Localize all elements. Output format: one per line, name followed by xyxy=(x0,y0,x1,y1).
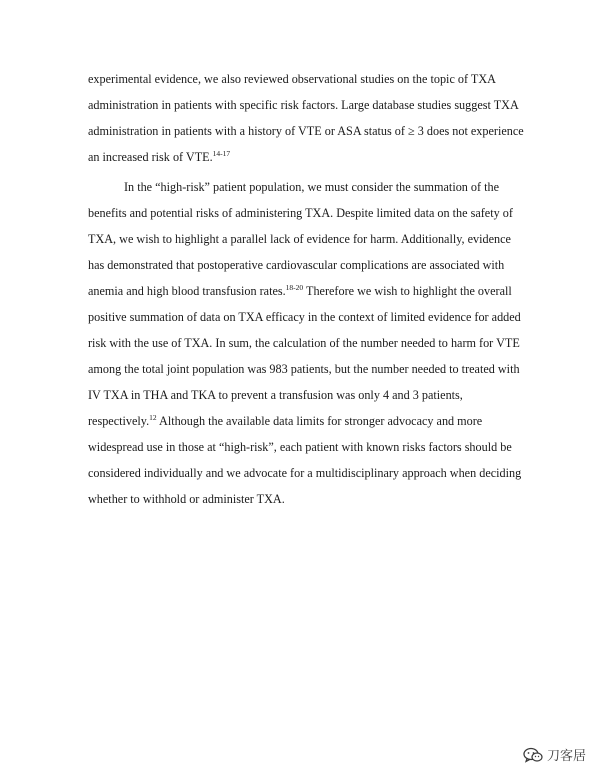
paragraph-1 xyxy=(88,66,524,170)
citation-superscript: 14-17 xyxy=(212,149,231,158)
text-line: positive summation of data on TXA efficacy in the context of limited evidence for added xyxy=(88,310,521,324)
text-line: considered individually and we advocate for a multidisciplinary approach when deciding xyxy=(88,466,522,480)
text-line: experimental evidence, we also reviewed observational studies on the topic of TXA xyxy=(88,72,496,86)
text-line: an increased risk of VTE.$^{14-17}$ xyxy=(88,149,231,164)
text-line: TXA, we wish to highlight a parallel lack of evidence for harm. Additionally, evidence xyxy=(88,232,511,246)
text-line: widespread use in those at “high-risk”, each patient with known risks factors should be xyxy=(88,440,512,454)
watermark-text: 刀客居 xyxy=(546,749,586,764)
text-line: has demonstrated that postoperative cardiovascular complications are associated with xyxy=(88,258,505,272)
paragraph-2 xyxy=(88,174,522,512)
citation-superscript: 12 xyxy=(149,413,157,422)
text-line: anemia and high blood transfusion rates.$^{18-20}$ Therefore we wish to highlight the overall xyxy=(88,283,512,298)
text-line: among the total joint population was 983 patients, but the number needed to treated with xyxy=(88,362,520,376)
text-line: risk with the use of TXA. In sum, the calculation of the number needed to harm for VTE xyxy=(88,336,520,350)
wechat-icon xyxy=(523,747,543,763)
text-line: respectively.$^{12}$ Although the available data limits for stronger advocacy and more xyxy=(88,413,483,428)
text-line: benefits and potential risks of administering TXA. Despite limited data on the safety of xyxy=(88,206,513,220)
text-line: IV TXA in THA and TKA to prevent a transfusion was only 4 and 3 patients, xyxy=(88,388,463,402)
text-line: whether to withhold or administer TXA. xyxy=(88,492,285,506)
citation-superscript: 18-20 xyxy=(285,283,304,292)
watermark xyxy=(523,745,586,764)
text-line: administration in patients with a history of VTE or ASA status of ≥ 3 does not experience xyxy=(88,124,524,138)
text-line: administration in patients with specific risk factors. Large database studies suggest TXA xyxy=(88,98,519,112)
text-line: In the “high-risk” patient population, we must consider the summation of the xyxy=(124,180,500,194)
